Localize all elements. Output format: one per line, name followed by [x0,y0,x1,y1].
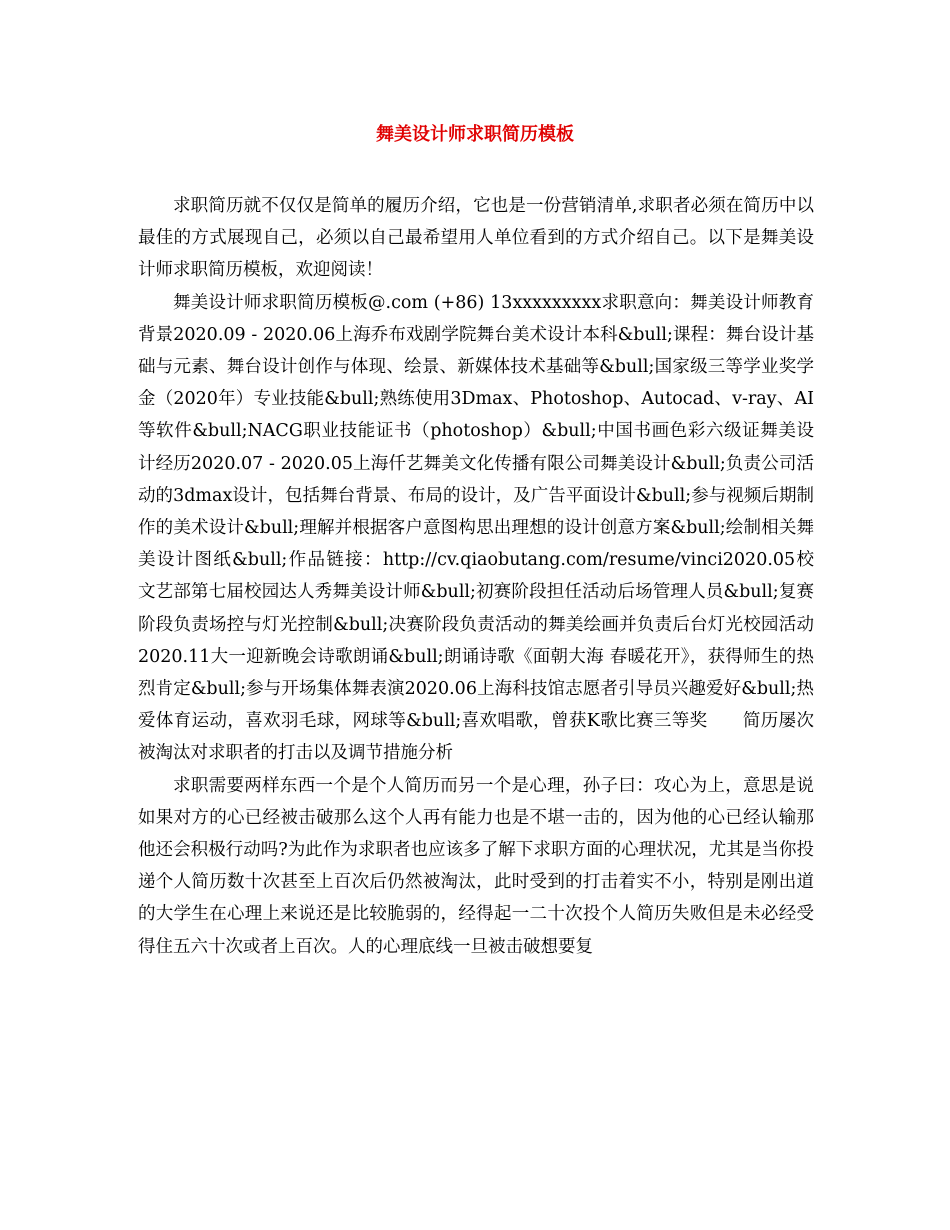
document-title: 舞美设计师求职简历模板 [376,124,574,145]
resume-content: 舞美设计师求职简历模板@.com (+86) 13xxxxxxxxx求职意向：舞美设计师教育背景2020.09 - 2020.06上海乔布戏剧学院舞台美术设计本科&bull;课程：舞台设计基础与元素、舞台设计创作与体现、绘景、新媒体技术基础等&bull;国家级三等学业奖学金（2020年）专业技能&bull;熟练使用3Dmax、Photoshop、Autocad、v-ray、AI等软件&bull;NACG职业技能证书（photoshop）&bull;中国书画色彩六级证舞美设计经历2020.07 - 2020.05上海仟艺舞美文化传播有限公司舞美设计&bull;负责公司活动的3dmax设计，包括舞台背景、布局的设计，及广告平面设计&bull;参与视频后期制作的美术设计&bull;理解并根据客户意图构思出理想的设计创意方案&bull;绘制相关舞美设计图纸&bull;作品链接：http://cv.qiaobutang.com/resume/vinci2020.05校文艺部第七届校园达人秀舞美设计师&bull;初赛阶段担任活动后场管理人员&bull;复赛阶段负责场控与灯光控制&bull;决赛阶段负责活动的舞美绘画并负责后台灯光校园活动2020.11大一迎新晚会诗歌朗诵&bull;朗诵诗歌《面朝大海 春暖花开》，获得师生的热烈肯定&bull;参与开场集体舞表演2020.06上海科技馆志愿者引导员兴趣爱好&bull;热爱体育运动，喜欢羽毛球，网球等&bull;喜欢唱歌，曾获K歌比赛三等奖 [138,292,814,732]
resume-paragraph [138,287,814,770]
section-heading: 简历屡次被淘汰对求职者的打击以及调节措施分析 [138,711,815,764]
document-body [138,190,814,963]
psychology-paragraph: 求职需要两样东西一个是个人简历而另一个是心理，孙子曰：攻心为上，意思是说如果对方的心已经被击破那么这个人再有能力也是不堪一击的，因为他的心已经认输那他还会积极行动吗?为此作为求职者也应该多了解下求职方面的心理状况，尤其是当你投递个人简历数十次甚至上百次后仍然被淘汰，此时受到的打击着实不小，特别是刚出道的大学生在心理上来说还是比较脆弱的，经得起一二十次投个人简历失败但是未必经受得住五六十次或者上百次。人的心理底线一旦被击破想要复 [138,775,814,957]
intro-paragraph: 求职简历就不仅仅是简单的履历介绍，它也是一份营销清单,求职者必须在简历中以最佳的方式展现自己，必须以自己最希望用人单位看到的方式介绍自己。以下是舞美设计师求职简历模板，欢迎阅读！ [138,196,814,281]
